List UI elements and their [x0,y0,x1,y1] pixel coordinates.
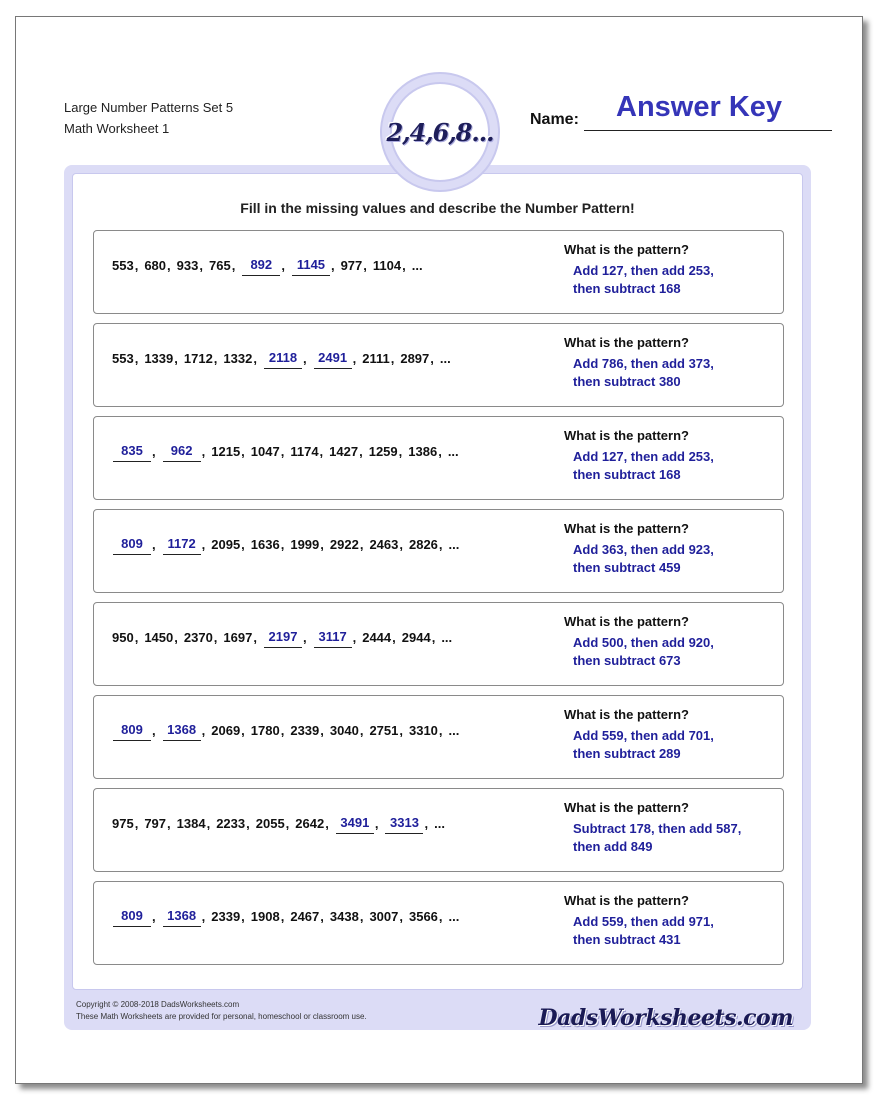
pattern-question: What is the pattern? [564,800,689,815]
sequence-value: 553 [112,258,134,273]
pattern-answer [573,634,783,670]
sequence-value: 680 [144,258,167,273]
sequence-value: 933 [176,258,199,273]
sequence-separator: , [241,537,245,552]
sequence-separator: , [319,444,324,459]
sequence-separator: , [231,258,236,273]
sequence-separator: , [201,909,206,924]
sequence-separator: , [253,351,257,366]
sequence-value: 977 [340,258,363,273]
pattern-answer [573,913,783,949]
sequence-separator: , [399,909,403,924]
sequence-separator: , [280,723,285,738]
sequence-separator: , [399,537,403,552]
problem-row [93,602,784,686]
pattern-answer [573,448,783,484]
sequence-value: 1697 [223,630,253,645]
sequence-logo [380,72,500,192]
sequence-value: 553 [112,351,134,366]
sequence-separator: , [438,723,443,738]
missing-value-answer: 3117 [314,629,352,648]
footer-copyright [76,999,367,1023]
missing-value-answer: 2197 [264,629,302,648]
sequence-separator: , [134,816,139,831]
sequence-separator: , [201,444,206,459]
missing-value-answer: 2491 [314,350,352,369]
sequence-value: 2944 [401,630,431,645]
dadsworksheets-logo: DadsWorksheets.com [538,1005,793,1031]
pattern-answer-line: then subtract 289 [573,746,681,761]
sequence-separator: , [174,351,178,366]
missing-value-answer: 3491 [336,815,374,834]
answer-key-title: Answer Key [616,91,783,123]
sequence-separator: , [280,909,285,924]
pattern-answer-line: then subtract 380 [573,374,681,389]
sequence-separator: , [285,816,290,831]
sequence-separator: , [201,723,206,738]
sequence-ellipsis: ... [411,258,423,273]
pattern-question: What is the pattern? [564,614,689,629]
sequence-separator: , [134,258,139,273]
sequence-value: 1104 [372,258,402,273]
sequence-value: 2069 [211,723,241,738]
worksheet-page [15,16,863,1084]
sequence-value: 1386 [408,444,438,459]
sequence-separator: , [152,909,156,924]
pattern-answer-line: Add 363, then add 923, [573,542,714,557]
sequence-separator: , [402,258,406,273]
name-label: Name: [530,111,579,128]
number-sequence [112,723,460,741]
sequence-separator: , [281,258,285,273]
name-underline [584,130,832,131]
sequence-value: 1215 [211,444,241,459]
sequence-value: 1174 [290,444,319,459]
sequence-ellipsis: ... [448,723,460,738]
sequence-value: 2095 [211,537,241,552]
sequence-value: 1332 [223,351,253,366]
sequence-separator: , [430,351,434,366]
sequence-value: 975 [112,816,134,831]
sequence-value: 1636 [250,537,280,552]
usage-note: These Math Worksheets are provided for personal, homeschool or classroom use. [76,1012,367,1021]
sequence-ellipsis: ... [441,630,453,645]
sequence-separator: , [302,630,307,645]
pattern-question: What is the pattern? [564,893,689,908]
sequence-separator: , [363,258,367,273]
instructions: Fill in the missing values and describe the Number Pattern! [240,200,635,216]
sequence-separator: , [246,816,250,831]
sequence-value: 3007 [369,909,399,924]
sequence-separator: , [359,723,364,738]
sequence-value: 2897 [400,351,430,366]
sequence-value: 1908 [250,909,280,924]
sequence-separator: , [399,723,403,738]
sequence-separator: , [152,444,156,459]
name-field [530,91,832,131]
worksheet-subtitle: Math Worksheet 1 [64,121,170,136]
pattern-answer-line: then subtract 431 [573,932,681,947]
sequence-separator: , [241,444,245,459]
sequence-separator: , [241,723,245,738]
sequence-separator: , [359,909,364,924]
number-sequence [112,630,453,648]
sequence-separator: , [320,909,324,924]
sequence-ellipsis: ... [448,909,460,924]
sequence-ellipsis: ... [439,351,451,366]
problem-row [93,416,784,500]
missing-value-answer: 1368 [163,722,201,741]
sequence-value: 3566 [408,909,438,924]
sequence-separator: , [206,816,211,831]
sequence-separator: , [134,351,139,366]
problems-panel-inner [72,173,803,990]
pattern-answer-line: Add 559, then add 971, [573,914,714,929]
pattern-question: What is the pattern? [564,242,689,257]
pattern-answer-line: Subtract 178, then add 587, [573,821,742,836]
sequence-separator: , [352,630,357,645]
sequence-separator: , [213,351,218,366]
sequence-value: 2233 [216,816,246,831]
sequence-value: 1384 [176,816,206,831]
number-sequence [112,258,424,276]
sequence-separator: , [280,537,285,552]
sequence-value: 1047 [250,444,280,459]
problem-row [93,788,784,872]
sequence-separator: , [201,537,206,552]
sequence-separator: , [241,909,245,924]
pattern-question: What is the pattern? [564,521,689,536]
pattern-answer [573,727,783,763]
sequence-separator: , [330,258,335,273]
sequence-value: 2826 [408,537,438,552]
sequence-separator: , [374,816,379,831]
sequence-separator: , [438,537,443,552]
sequence-value: 1780 [250,723,280,738]
sequence-value: 1259 [368,444,398,459]
sequence-value: 2467 [290,909,320,924]
sequence-separator: , [438,444,442,459]
worksheet-title: Large Number Patterns Set 5 [64,100,234,115]
pattern-question: What is the pattern? [564,428,689,443]
number-sequence [112,444,460,462]
sequence-value: 797 [144,816,167,831]
pattern-answer [573,262,783,298]
sequence-ellipsis: ... [434,816,445,831]
pattern-answer [573,820,783,856]
sequence-separator: , [325,816,329,831]
sequence-separator: , [390,351,395,366]
pattern-question: What is the pattern? [564,335,689,350]
pattern-answer-line: Add 127, then add 253, [573,449,714,464]
sequence-separator: , [253,630,257,645]
pattern-question: What is the pattern? [564,707,689,722]
sequence-value: 2339 [290,723,320,738]
sequence-separator: , [167,816,171,831]
sequence-value: 3310 [408,723,438,738]
sequence-value: 2370 [183,630,213,645]
sequence-value: 2751 [369,723,399,738]
sequence-separator: , [359,537,364,552]
problems-panel [64,165,811,1030]
sequence-value: 3438 [329,909,359,924]
sequence-separator: , [302,351,307,366]
missing-value-answer: 809 [113,722,151,741]
sequence-value: 2055 [255,816,285,831]
sequence-separator: , [213,630,218,645]
missing-value-answer: 1368 [163,908,201,927]
pattern-answer-line: then subtract 673 [573,653,681,668]
sequence-separator: , [352,351,357,366]
sequence-logo-inner [386,82,494,182]
sequence-value: 1999 [290,537,320,552]
sequence-separator: , [392,630,396,645]
pattern-answer [573,541,783,577]
problem-row [93,323,784,407]
pattern-answer [573,355,783,391]
sequence-separator: , [134,630,139,645]
missing-value-answer: 3313 [385,815,423,834]
sequence-separator: , [431,630,436,645]
sequence-value: 3040 [329,723,359,738]
sequence-logo-text: 2,4,6,8... [386,117,494,147]
copyright-text: Copyright © 2008-2018 DadsWorksheets.com [76,1000,240,1009]
sequence-separator: , [320,723,324,738]
sequence-separator: , [167,258,171,273]
pattern-answer-line: Add 500, then add 920, [573,635,714,650]
sequence-value: 2922 [329,537,359,552]
worksheet-header [64,97,233,139]
sequence-value: 2111 [362,351,390,366]
problem-row [93,509,784,593]
sequence-value: 1712 [183,351,213,366]
missing-value-answer: 809 [113,908,151,927]
sequence-separator: , [359,444,363,459]
missing-value-answer: 809 [113,536,151,555]
number-sequence [112,816,446,834]
missing-value-answer: 2118 [264,350,302,369]
missing-value-answer: 962 [163,443,201,462]
problem-row [93,881,784,965]
pattern-answer-line: then subtract 168 [573,281,681,296]
missing-value-answer: 892 [242,257,280,276]
sequence-separator: , [174,630,178,645]
sequence-separator: , [152,537,156,552]
missing-value-answer: 1172 [163,536,201,555]
missing-value-answer: 835 [113,443,151,462]
pattern-answer-line: then subtract 459 [573,560,681,575]
sequence-separator: , [199,258,203,273]
sequence-value: 1427 [329,444,359,459]
sequence-separator: , [280,444,285,459]
sequence-value: 1450 [144,630,174,645]
sequence-value: 765 [208,258,231,273]
pattern-answer-line: Add 127, then add 253, [573,263,714,278]
sequence-value: 2642 [295,816,325,831]
sequence-value: 1339 [144,351,174,366]
pattern-answer-line: Add 786, then add 373, [573,356,714,371]
number-sequence [112,537,460,555]
problem-row [93,230,784,314]
pattern-answer-line: then subtract 168 [573,467,681,482]
sequence-separator: , [398,444,403,459]
sequence-separator: , [152,723,156,738]
sequence-separator: , [424,816,429,831]
sequence-value: 2463 [369,537,399,552]
sequence-separator: , [320,537,324,552]
pattern-answer-line: then add 849 [573,839,653,854]
sequence-value: 950 [112,630,134,645]
problem-row [93,695,784,779]
sequence-value: 2339 [211,909,241,924]
number-sequence [112,351,452,369]
missing-value-answer: 1145 [292,257,330,276]
sequence-ellipsis: ... [447,444,459,459]
number-sequence [112,909,460,927]
sequence-separator: , [438,909,443,924]
pattern-answer-line: Add 559, then add 701, [573,728,714,743]
sequence-ellipsis: ... [448,537,460,552]
sequence-value: 2444 [362,630,392,645]
